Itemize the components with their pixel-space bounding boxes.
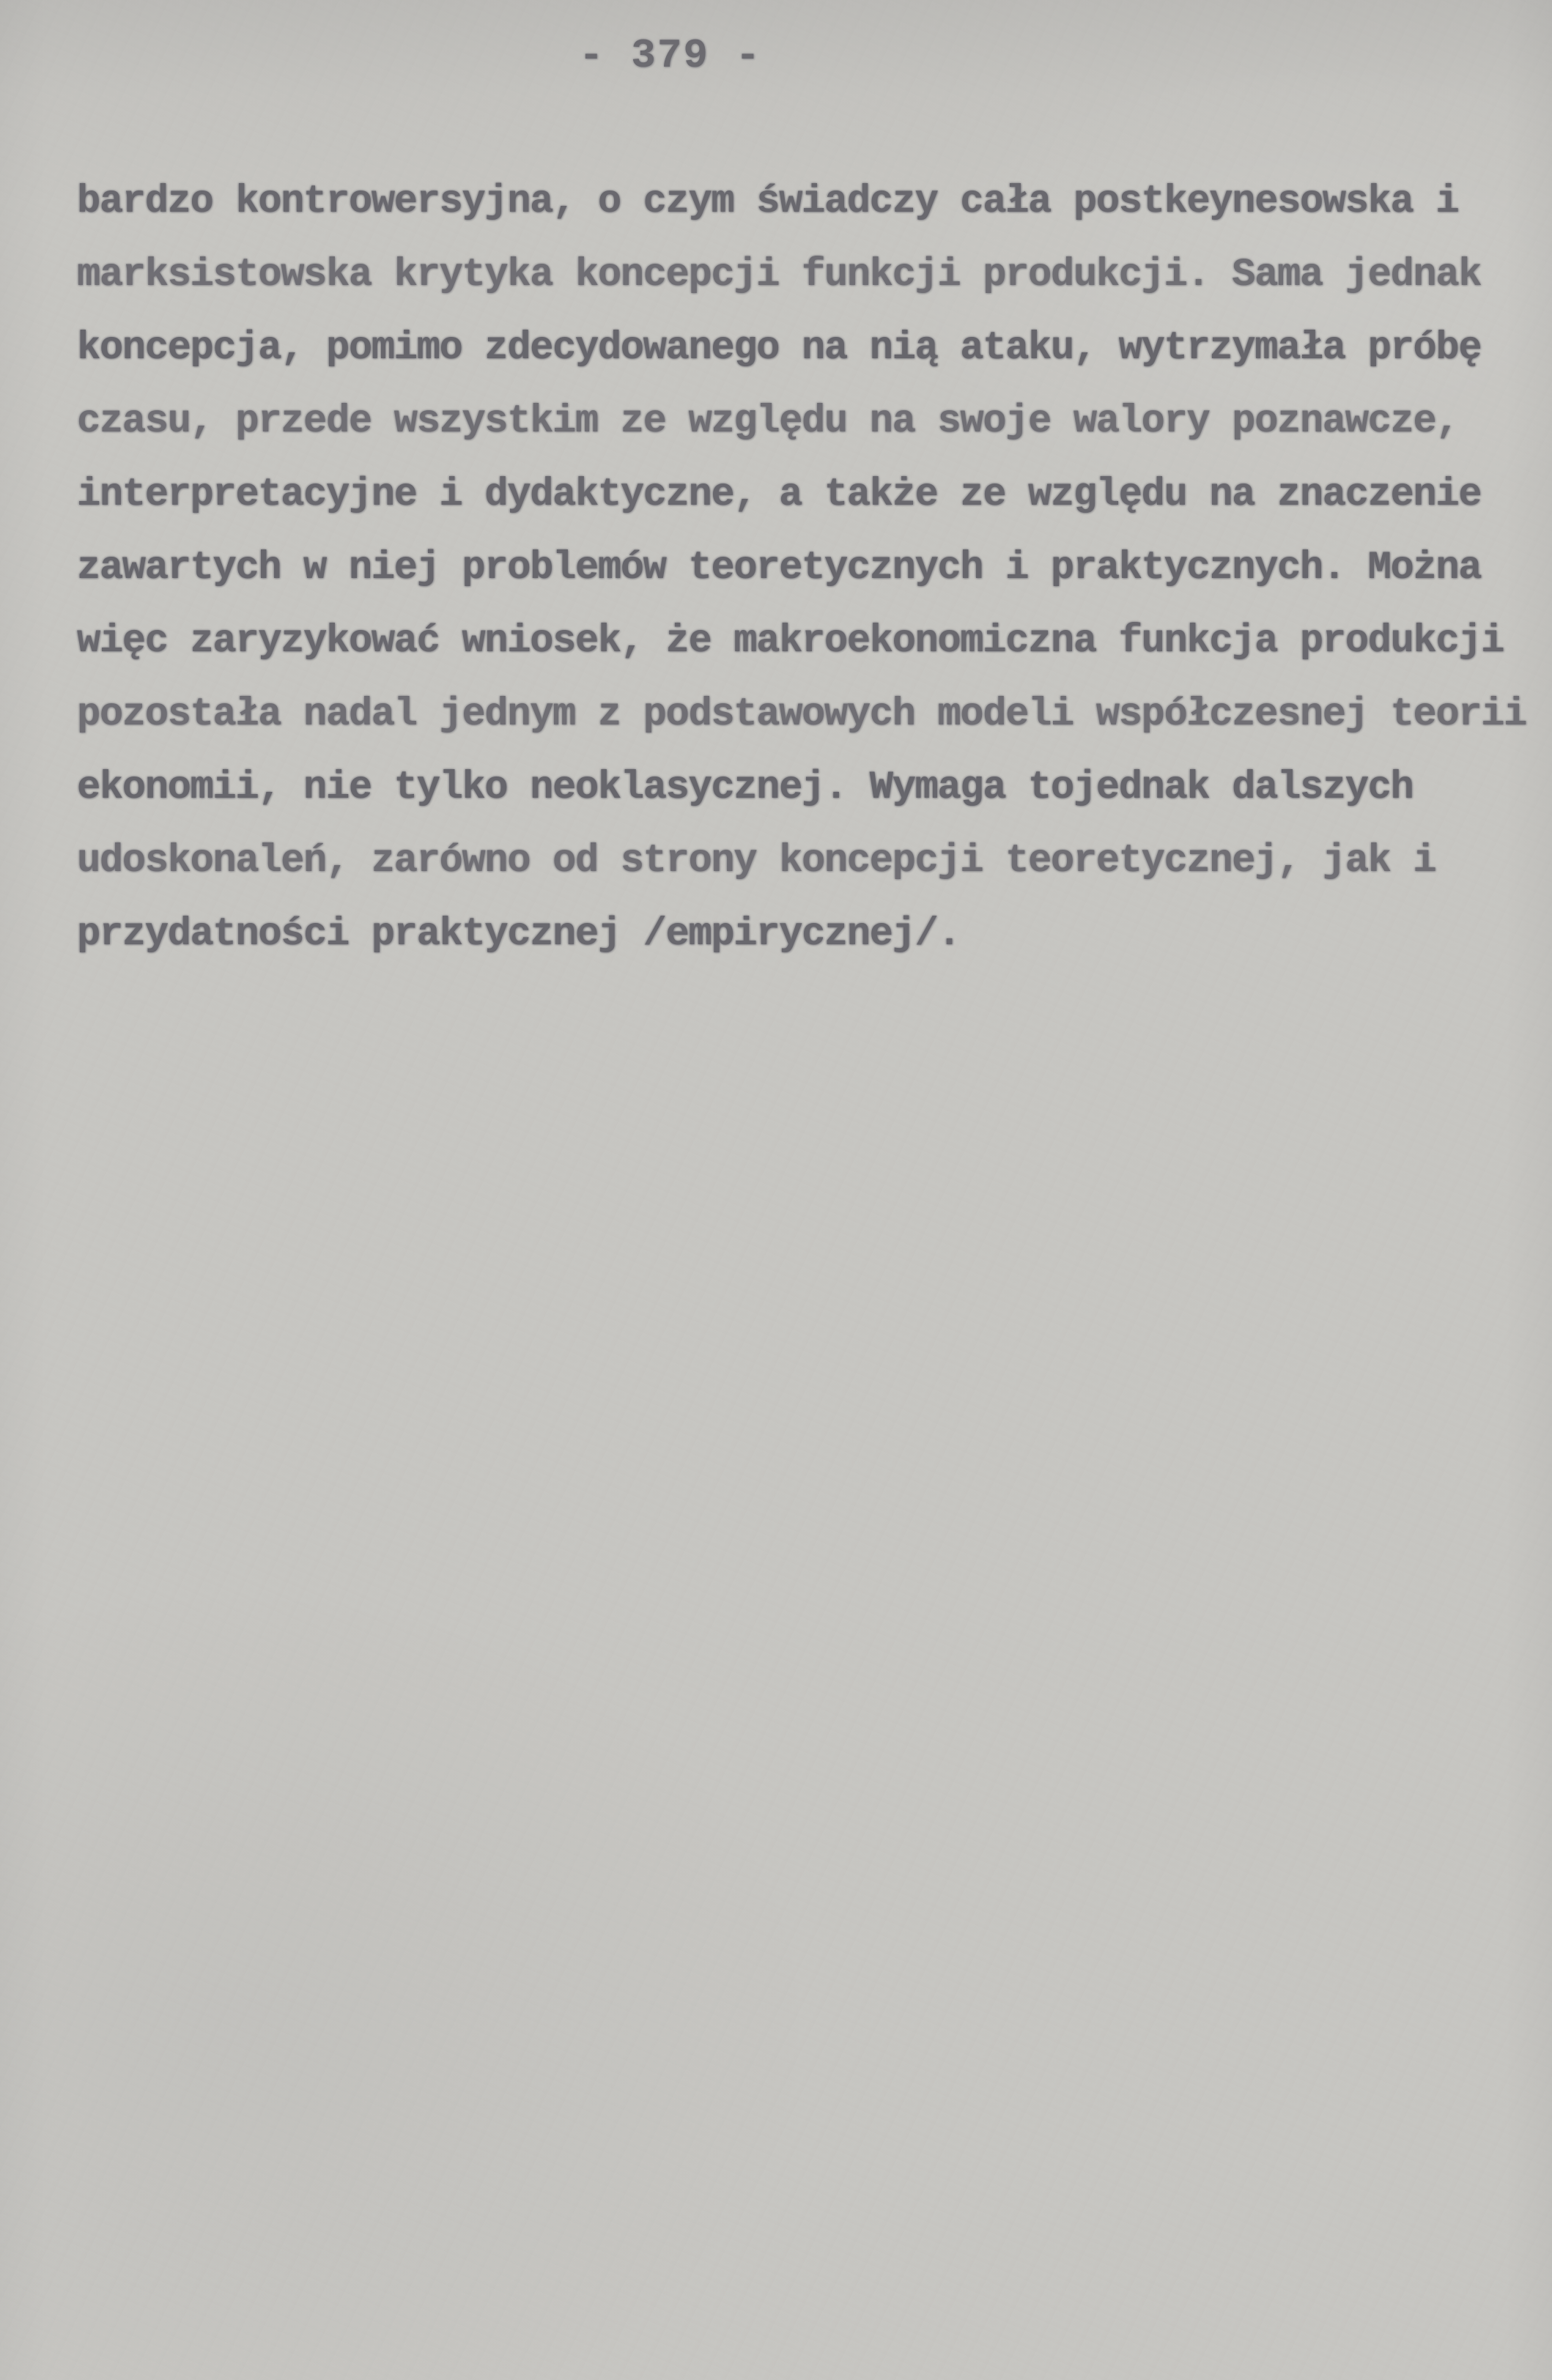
text-line: więc zaryzykować wniosek, że makroekonomiczna funkcja produkcji [77,619,1504,664]
text-line: bardzo kontrowersyjna, o czym świadczy cała postkeynesowska i [77,179,1459,224]
text-line: marksistowska krytyka koncepcji funkcji produkcji. Sama jednak [77,253,1482,297]
typewritten-paragraph [77,178,1526,984]
text-line: zawartych w niej problemów teoretycznych i praktycznych. Można [77,546,1482,590]
text-line: ekonomii, nie tylko neoklasycznej. Wymaga tojednak dalszych [77,765,1414,810]
text-line: przydatności praktycznej /empirycznej/. [77,912,961,957]
text-line: pozostała nadal jednym z podstawowych modeli współczesnej teorii [77,692,1526,737]
text-line: interpretacyjne i dydaktyczne, a także ze względu na znaczenie [77,472,1482,517]
text-line: udoskonaleń, zarówno od strony koncepcji teoretycznej, jak i [77,839,1436,883]
page-number: - 379 - [579,32,762,79]
text-line: czasu, przede wszystkim ze względu na swoje walory poznawcze, [77,399,1459,444]
text-line: koncepcja, pomimo zdecydowanego na nią ataku, wytrzymała próbę [77,326,1482,371]
